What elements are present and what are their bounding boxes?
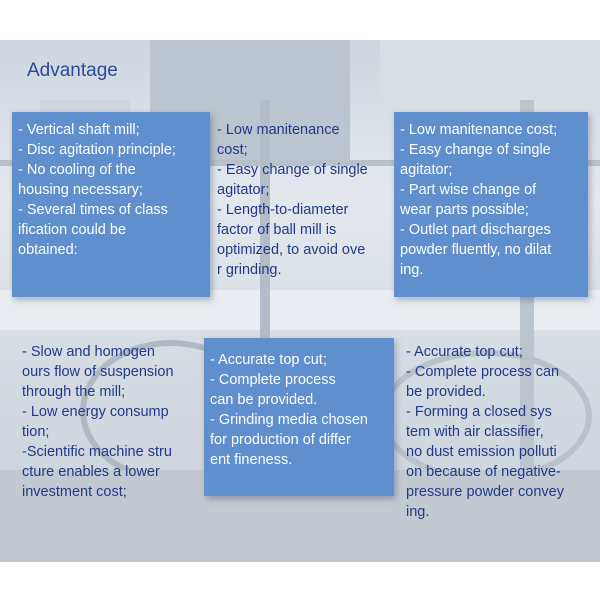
advantage-box-6 bbox=[402, 340, 590, 540]
advantage-text: - Low manitenance cost; - Easy change of single agitator; - Part wise change of wear parts possible; - Outlet part discharges powder fluently, no dilat ing. bbox=[400, 122, 558, 278]
advantage-box-5 bbox=[204, 338, 394, 496]
advantage-text: - Low manitenance cost; - Easy change of single agitator; - Length-to-diameter factor of ball mill is optimized, to avoid ove r grinding. bbox=[217, 122, 368, 278]
advantage-text: - Accurate top cut; - Complete process can be provided. - Grinding media chosen for production of differ ent fineness. bbox=[210, 352, 368, 468]
background-building bbox=[380, 40, 600, 110]
advantage-box-2 bbox=[213, 118, 391, 293]
advantage-text: - Vertical shaft mill; - Disc agitation principle; - No cooling of the housing necessary; - Several times of class ification could be obtained: bbox=[18, 122, 176, 258]
advantage-text: - Slow and homogen ours flow of suspension through the mill; - Low energy consump tion; -Scientific machine stru cture enables a lower investment cost; bbox=[22, 344, 174, 500]
advantage-text: - Accurate top cut; - Complete process can be provided. - Forming a closed sys tem with air classifier, no dust emission polluti on because of negative- pressure powder convey ing. bbox=[406, 344, 564, 520]
advantage-box-4 bbox=[20, 340, 202, 520]
page-title: Advantage bbox=[27, 60, 118, 81]
advantage-box-1 bbox=[12, 112, 210, 297]
advantage-box-3 bbox=[394, 112, 588, 297]
